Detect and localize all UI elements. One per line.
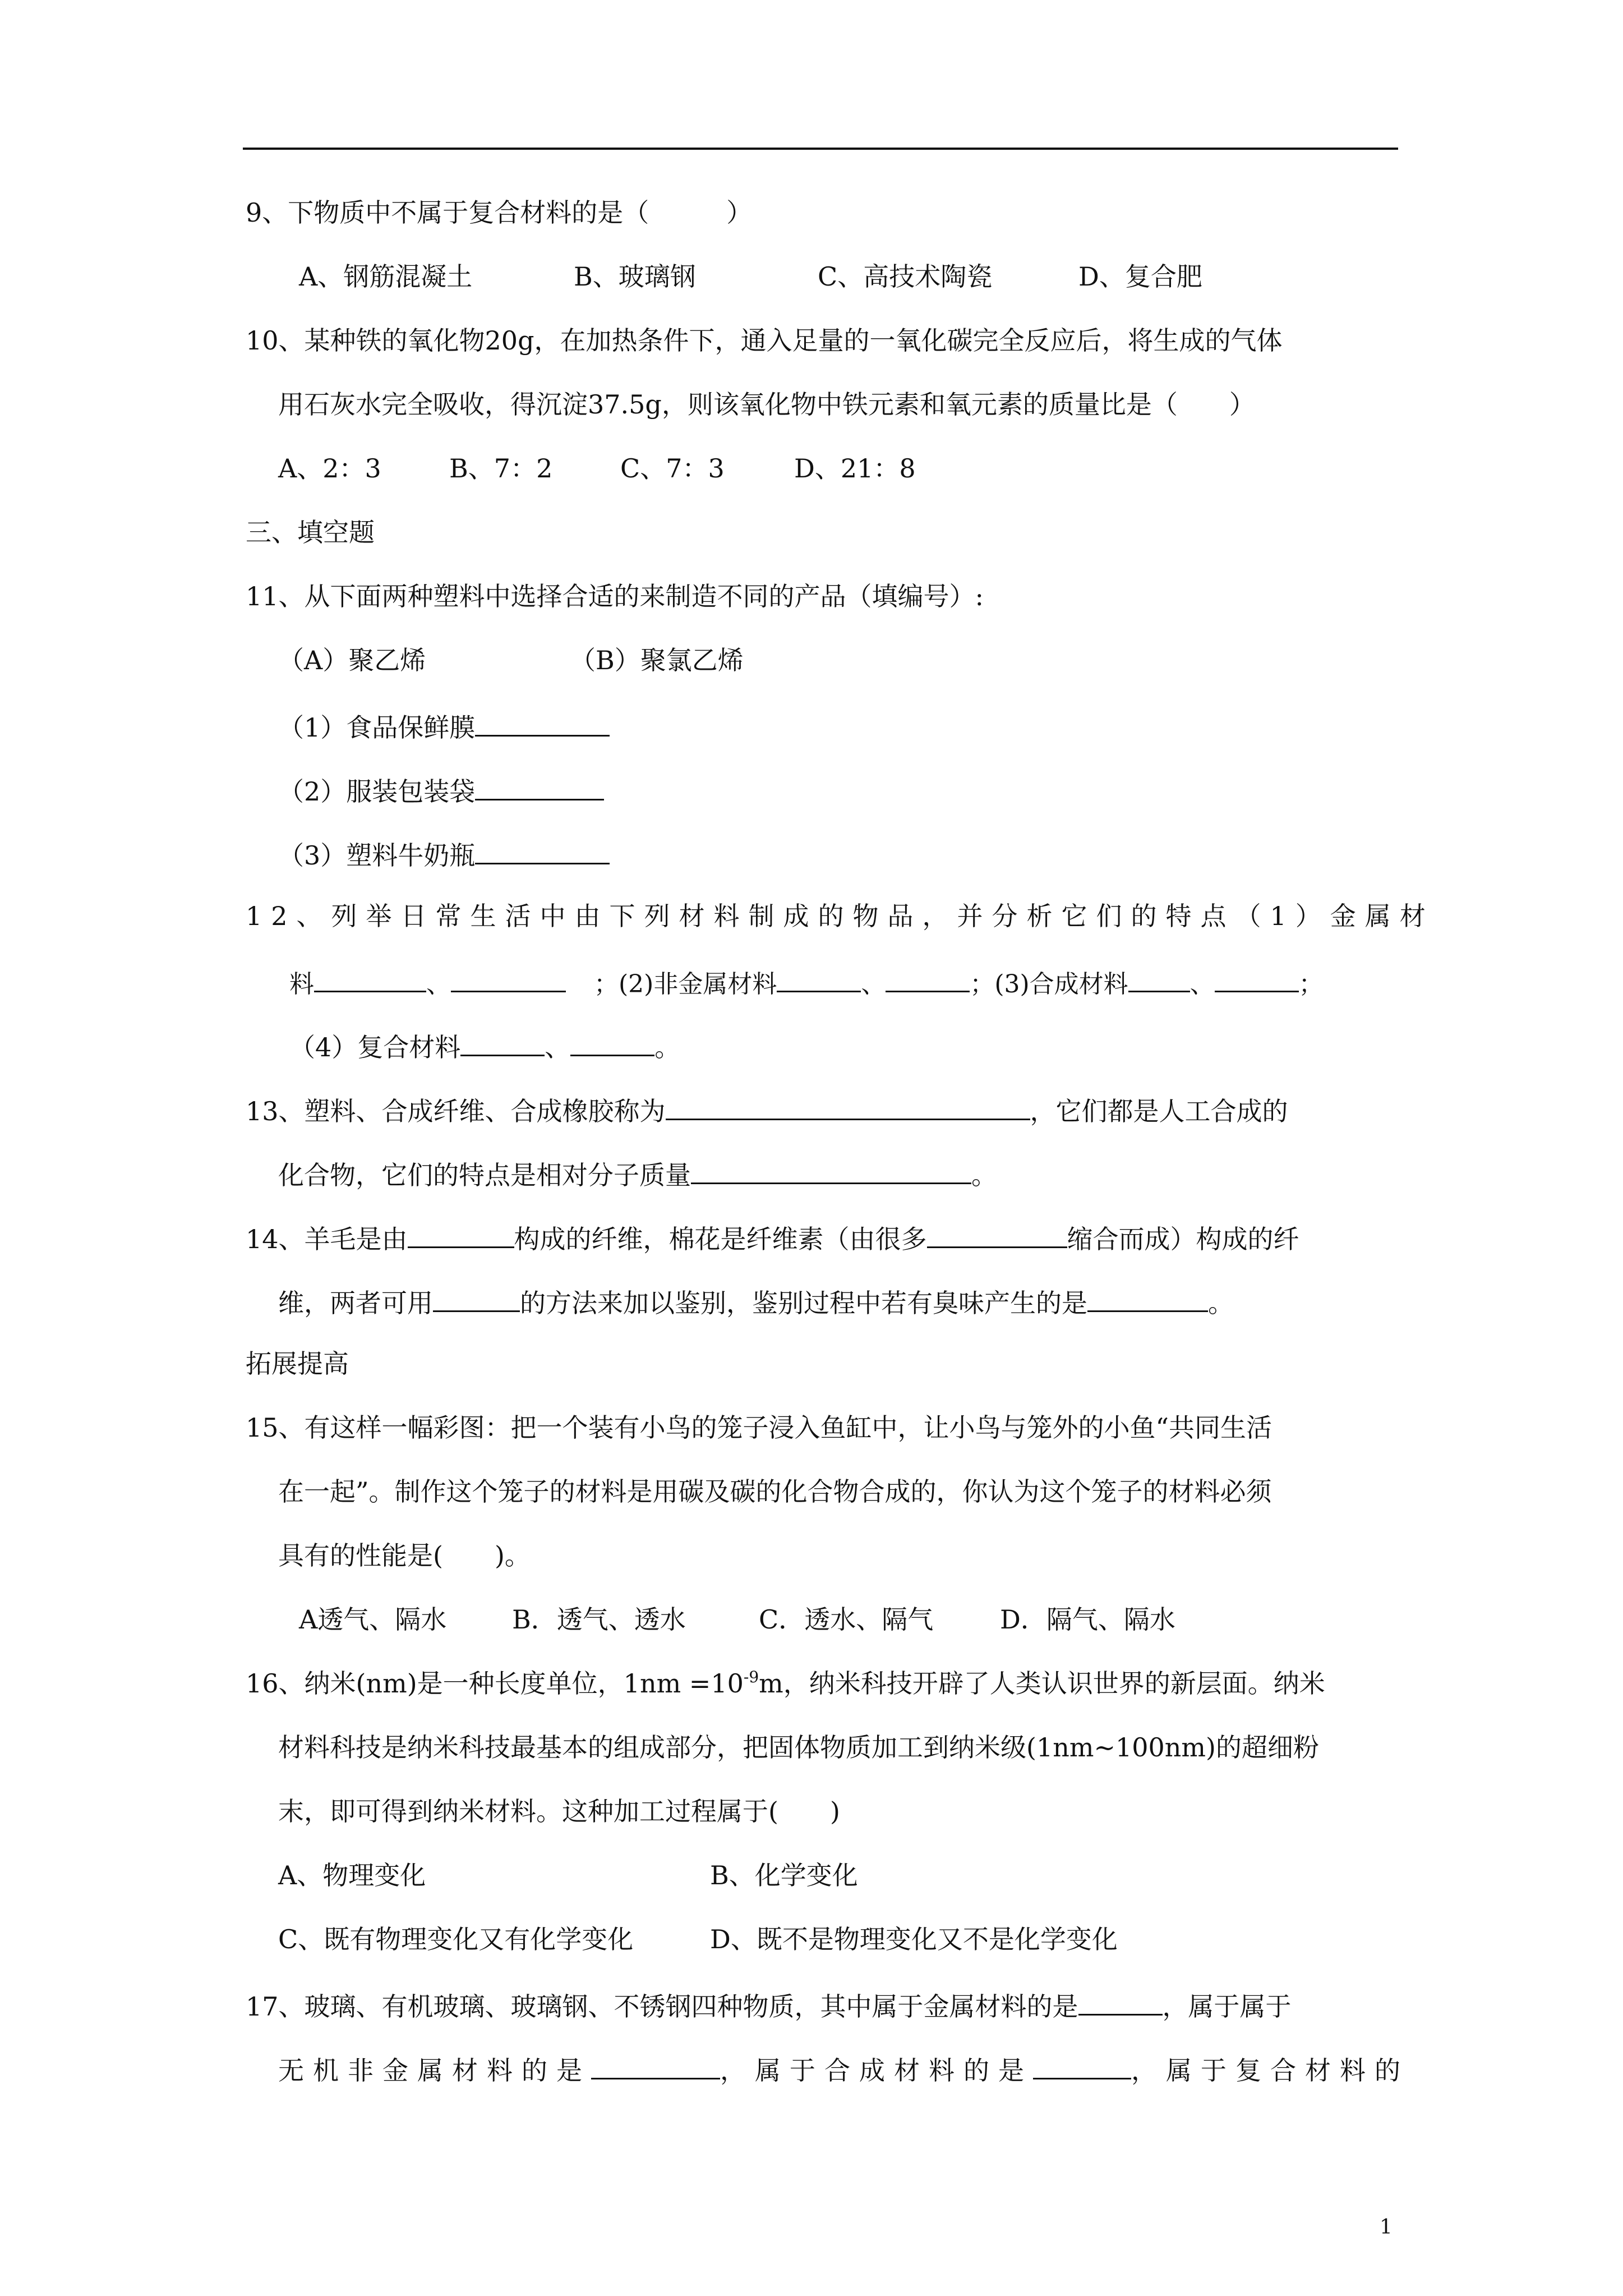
- q12-sep-2: 、: [861, 970, 886, 999]
- q13-line1: [246, 1092, 1412, 1124]
- q12-line2: [246, 964, 1412, 999]
- q12-blank-2[interactable]: [451, 964, 566, 992]
- q14-text-3: 缩合而成）构成的纤: [1067, 1224, 1299, 1254]
- q10-stem-line2: 用石灰水完全吸收，得沉淀37.5g，则该氧化物中铁元素和氧元素的质量比是（ ）: [278, 389, 1255, 420]
- q11-choice-b: （B）聚氯乙烯: [570, 645, 744, 675]
- q17-blank-1[interactable]: [1078, 1987, 1163, 2016]
- q12-label-metal: 料: [289, 970, 314, 999]
- q12-line3: [246, 1028, 1412, 1060]
- q12-end-2: 。: [654, 1032, 681, 1062]
- q17-line1: [246, 1987, 1412, 2022]
- q12-blank-7[interactable]: [460, 1028, 545, 1056]
- q16-line1: [246, 1667, 1412, 1700]
- q13-text-2: ，它们都是人工合成的: [1030, 1096, 1288, 1126]
- q14-text-2: 构成的纤维，棉花是纤维素（由很多: [514, 1224, 927, 1254]
- q14-text-4: 维，两者可用: [278, 1288, 433, 1318]
- q9-option-a: A、钢筋混凝土: [299, 261, 473, 292]
- q15-option-a: A透气、隔水: [299, 1604, 447, 1635]
- q14-line1: [246, 1220, 1412, 1252]
- section-fill-in: 三、填空题: [246, 517, 375, 547]
- q15-line2: 在一起”。制作这个笼子的材料是用碳及碳的化合物合成的，你认为这个笼子的材料必须: [278, 1476, 1272, 1507]
- q12-label-nonmetal: ；(2)非金属材料: [594, 970, 777, 999]
- q11-item-1: [246, 708, 1412, 743]
- q10-options: [246, 452, 1412, 485]
- q15-line1: 15、有这样一幅彩图：把一个装有小鸟的笼子浸入鱼缸中，让小鸟与笼外的小鱼“共同生活: [246, 1412, 1272, 1443]
- q11-blank-3[interactable]: [475, 836, 610, 864]
- q17-line2: [246, 2051, 1412, 2086]
- q10-stem-line1: 10、某种铁的氧化物20g，在加热条件下，通入足量的一氧化碳完全反应后，将生成的气体: [246, 325, 1283, 356]
- q15-option-c: C．透水、隔气: [759, 1604, 934, 1635]
- q16-options-row1: [246, 1859, 1412, 1892]
- header-rule: [243, 148, 1398, 150]
- q10-option-d: D、21：8: [794, 453, 916, 484]
- q11-item-2: [246, 772, 1412, 807]
- q12-label-synthetic: ；(3)合成材料: [970, 970, 1128, 999]
- q17-text-1: 17、玻璃、有机玻璃、玻璃钢、不锈钢四种物质，其中属于金属材料的是: [246, 1991, 1078, 2022]
- q11-item-3-label: （3）塑料牛奶瓶: [278, 840, 476, 871]
- q16-text-1: 16、纳米(nm)是一种长度单位，1nm =10: [246, 1668, 744, 1699]
- q15-option-b: B．透气、透水: [512, 1604, 686, 1635]
- q12-blank-5[interactable]: [1128, 964, 1190, 992]
- q9-option-c: C、高技术陶瓷: [818, 261, 993, 292]
- q16-option-c: C、既有物理变化又有化学变化: [278, 1924, 634, 1954]
- q9-stem: 9、下物质中不属于复合材料的是（ ）: [246, 197, 753, 228]
- q13-text-3: 化合物，它们的特点是相对分子质量: [278, 1160, 691, 1190]
- q11-item-2-label: （2）服装包装袋: [278, 776, 476, 807]
- q14-blank-3[interactable]: [433, 1283, 520, 1312]
- q16-options-row2: [246, 1923, 1412, 1955]
- q16-option-a: A、物理变化: [278, 1860, 426, 1890]
- q14-blank-4[interactable]: [1087, 1283, 1208, 1312]
- q12-blank-4[interactable]: [886, 964, 970, 992]
- q9-option-b: B、玻璃钢: [574, 261, 696, 292]
- q12-sep-3: 、: [1189, 970, 1215, 999]
- q17-text-3: 无机非金属材料的是: [278, 2055, 591, 2086]
- q11-blank-2[interactable]: [475, 772, 604, 800]
- q12-sep-4: 、: [545, 1032, 571, 1062]
- q12-blank-8[interactable]: [570, 1028, 654, 1056]
- q14-text-5: 的方法来加以鉴别，鉴别过程中若有臭味产生的是: [520, 1288, 1087, 1318]
- q13-text-1: 13、塑料、合成纤维、合成橡胶称为: [246, 1096, 666, 1126]
- q12-line1: 12、列举日常生活中由下列材料制成的物品，并分析它们的特点（1）金属材: [246, 901, 1435, 931]
- q16-text-2: m，纳米科技开辟了人类认识世界的新层面。纳米: [759, 1668, 1325, 1699]
- q16-option-b: B、化学变化: [710, 1860, 858, 1890]
- q17-text-4: ，属于合成材料的是: [720, 2055, 1033, 2086]
- q14-text-1: 14、羊毛是由: [246, 1224, 408, 1254]
- q12-blank-3[interactable]: [777, 964, 861, 992]
- q13-end: 。: [971, 1160, 997, 1190]
- q14-end: 。: [1208, 1288, 1234, 1318]
- q14-blank-1[interactable]: [408, 1220, 514, 1248]
- section-extension: 拓展提高: [246, 1349, 349, 1379]
- q12-end-1: ；: [1298, 970, 1324, 999]
- q17-blank-3[interactable]: [1033, 2051, 1131, 2079]
- q10-option-a: A、2：3: [278, 453, 381, 484]
- q10-option-c: C、7：3: [620, 453, 725, 484]
- q12-sep-1: 、: [426, 970, 451, 999]
- q15-options: [246, 1603, 1412, 1636]
- q12-label-composite: （4）复合材料: [289, 1032, 461, 1062]
- q16-option-d: D、既不是物理变化又不是化学变化: [710, 1924, 1118, 1954]
- q16-line3: 末，即可得到纳米材料。这种加工过程属于( ): [278, 1796, 840, 1826]
- q10-option-b: B、7：2: [449, 453, 553, 484]
- q17-blank-2[interactable]: [591, 2051, 720, 2079]
- q11-item-3: [246, 836, 1412, 871]
- q14-blank-2[interactable]: [927, 1220, 1067, 1248]
- q16-exponent: -9: [743, 1668, 759, 1686]
- q14-line2: [246, 1283, 1412, 1316]
- q13-blank-1[interactable]: [666, 1092, 1030, 1120]
- q15-option-d: D．隔气、隔水: [1000, 1604, 1175, 1635]
- q11-choice-a: （A）聚乙烯: [278, 645, 426, 675]
- q11-choices: [246, 644, 1412, 677]
- q12-blank-6[interactable]: [1215, 964, 1299, 992]
- q17-text-5: ，属于复合材料的: [1131, 2055, 1409, 2086]
- q11-stem: 11、从下面两种塑料中选择合适的来制造不同的产品（填编号）:: [246, 581, 984, 611]
- q15-line3: 具有的性能是( )。: [278, 1540, 531, 1571]
- q11-blank-1[interactable]: [475, 708, 610, 737]
- q17-text-2: ，属于属于: [1162, 1991, 1292, 2022]
- q16-line2: 材料科技是纳米科技最基本的组成部分，把固体物质加工到纳米级(1nm~100nm)的超细粉: [278, 1732, 1319, 1763]
- q9-options: [246, 260, 1412, 293]
- q11-item-1-label: （1）食品保鲜膜: [278, 712, 476, 743]
- q12-blank-1[interactable]: [314, 964, 426, 992]
- q9-option-d: D、复合肥: [1078, 261, 1202, 292]
- document-body: [246, 196, 1435, 2115]
- q13-line2: [246, 1156, 1412, 1188]
- q13-blank-2[interactable]: [691, 1156, 971, 1184]
- page-number: 1: [1380, 2216, 1393, 2239]
